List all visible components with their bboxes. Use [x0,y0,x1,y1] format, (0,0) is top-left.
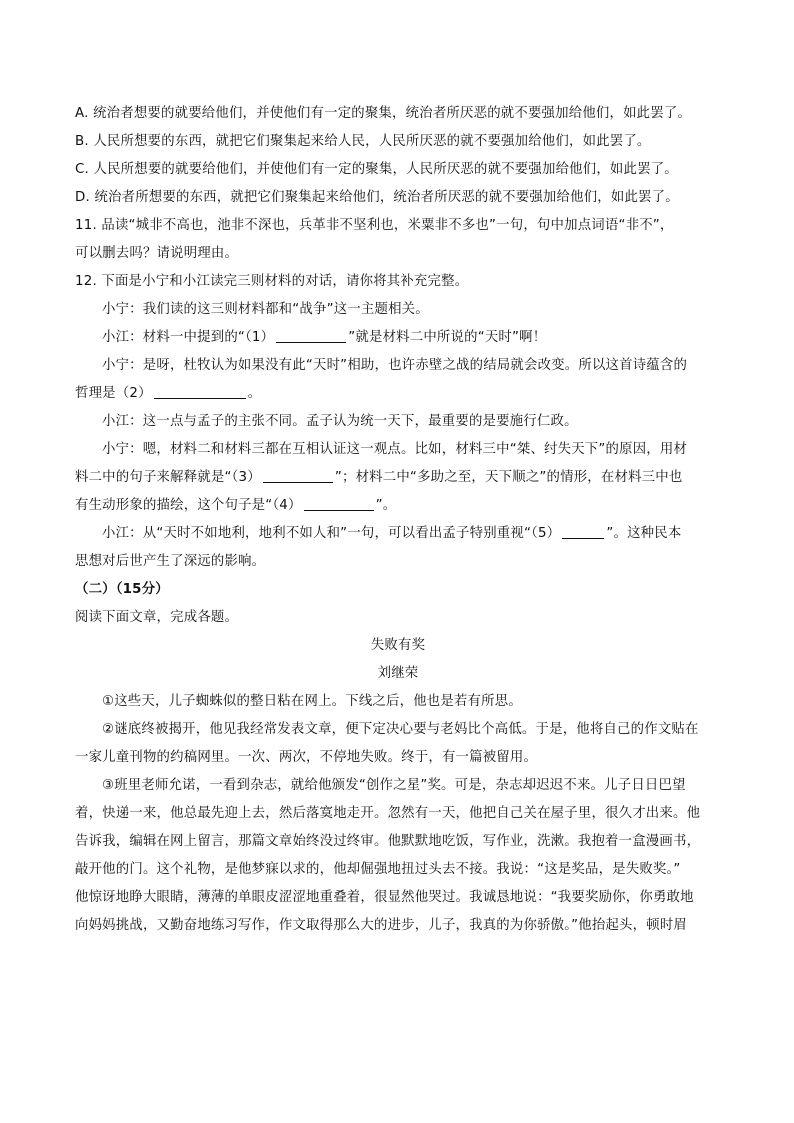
question-11-line2: 可以删去吗？请说明理由。 [75,246,239,261]
option-key: C. [75,162,90,177]
answer-blank-2[interactable] [154,382,246,399]
paragraph-line: 向妈妈挑战，又勤奋地练习写作，作文取得那么大的进步，儿子，我真的为你骄傲。”他抬起头，顿时眉 [75,918,688,933]
dialogue-text: 料二中的句子来解释就是“（3） [75,470,261,485]
document-page [75,100,721,940]
question-11-line1: 11. 品读“城非不高也，池非不深也，兵革非不坚利也，米粟非不多也”一句，句中加点词语“非不”， [75,218,674,233]
dialogue-line-1: 小宁：我们读的这三则材料都和“战争”这一主题相关。 [102,302,429,317]
question-12-prompt: 12. 下面是小宁和小江读完三则材料的对话，请你将其补充完整。 [75,274,469,289]
option-text: 统治者想要的就要给他们，并使他们有一定的聚集，统治者所厌恶的就不要强加给他们，如此罢了。 [93,106,692,121]
dialogue-text: ”就是材料二中所说的“天时”啊！ [348,330,547,345]
dialogue-text: 。 [247,386,262,401]
dialogue-text: ”。这种民本 [606,526,682,541]
option-text: 统治者所想要的东西，就把它们聚集起来给他们，统治者所厌恶的就不要强加给他们，如此罢了。 [94,190,679,205]
dialogue-text: 有生动形象的描绘，这个句子是“（4） [75,498,302,513]
option-b [75,128,721,156]
dialogue-text: ”。 [375,498,397,513]
option-a [75,100,721,128]
paragraph-line: 他惊讶地睁大眼睛，薄薄的单眼皮涩涩地重叠着，很显然他哭过。我诚恳地说：“我要奖励你，你勇敢地 [75,890,694,905]
option-text: 人民所想要的东西，就把它们聚集起来给人民，人民所厌恶的就不要强加给他们，如此罢了。 [93,134,651,149]
paragraph-2 [75,716,721,772]
dialogue-line-3b [75,380,721,408]
article-title: 失败有奖 [370,638,426,653]
dialogue-text: 小江：材料一中提到的“（1） [102,330,275,345]
paragraph-line: 着，快递一来，他总最先迎上去，然后落寞地走开。忽然有一天，他把自己关在屋子里，很久才出来。他 [75,806,701,821]
option-d [75,184,721,212]
paragraph-line: 告诉我，编辑在网上留言，那篇文章始终没过终审。他默默地吃饭，写作业，洗漱。我抱着一盒漫画书， [75,834,701,849]
dialogue-line-5b [75,464,721,492]
paragraph-line: 敲开他的门。这个礼物，是他梦寐以求的，他却倔强地扭过头去不接。我说：“这是奖品，是失败奖。” [75,862,681,877]
option-key: A. [75,106,89,121]
paragraph-line: ②谜底终被揭开，他见我经常发表文章，便下定决心要与老妈比个高低。于是，他将自己的作文贴在 [102,722,699,737]
dialogue-line-2 [75,324,721,352]
article-author: 刘继荣 [377,666,419,681]
option-key: B. [75,134,89,149]
answer-blank-3[interactable] [263,466,333,483]
section-heading: （二）（15分） [75,582,169,597]
dialogue-text: 小江：从“天时不如地利，地利不如人和”一句，可以看出孟子特别重视“（5） [102,526,561,541]
section-instruction: 阅读下面文章，完成各题。 [75,610,239,625]
paragraph-line: ①这些天，儿子蜘蛛似的整日粘在网上。下线之后，他也是若有所思。 [102,694,522,709]
dialogue-line-5a: 小宁：嗯，材料二和材料三都在互相认证这一观点。比如，材料三中“桀、纣失天下”的原因，用材 [102,442,688,457]
option-key: D. [75,190,90,205]
option-text: 人民所想要的就要给他们，并使他们有一定的聚集，人民所厌恶的就不要强加给他们，如此罢了。 [93,162,678,177]
paragraph-3 [75,772,721,940]
paragraph-line: 一家儿童刊物的约稿网里。一次、两次，不停地失败。终于，有一篇被留用。 [75,750,538,765]
paragraph-1 [75,688,721,716]
answer-blank-5[interactable] [562,522,604,539]
dialogue-line-6b: 思想对后世产生了深远的影响。 [75,554,266,569]
dialogue-line-6a [75,520,721,548]
dialogue-line-3a: 小宁：是呀，杜牧认为如果没有此“天时”相助，也许赤壁之战的结局就会改变。所以这首诗蕴含的 [102,358,688,373]
answer-blank-1[interactable] [276,326,346,343]
dialogue-text: 哲理是（2） [75,386,152,401]
paragraph-line: ③班里老师允诺，一看到杂志，就给他颁发“创作之星”奖。可是，杂志却迟迟不来。儿子日日巴望 [102,778,686,793]
dialogue-line-5c [75,492,721,520]
option-c [75,156,721,184]
dialogue-text: ”；材料二中“多助之至，天下顺之”的情形，在材料三中也 [334,470,683,485]
answer-blank-4[interactable] [304,494,374,511]
dialogue-line-4: 小江：这一点与孟子的主张不同。孟子认为统一天下，最重要的是要施行仁政。 [102,414,578,429]
